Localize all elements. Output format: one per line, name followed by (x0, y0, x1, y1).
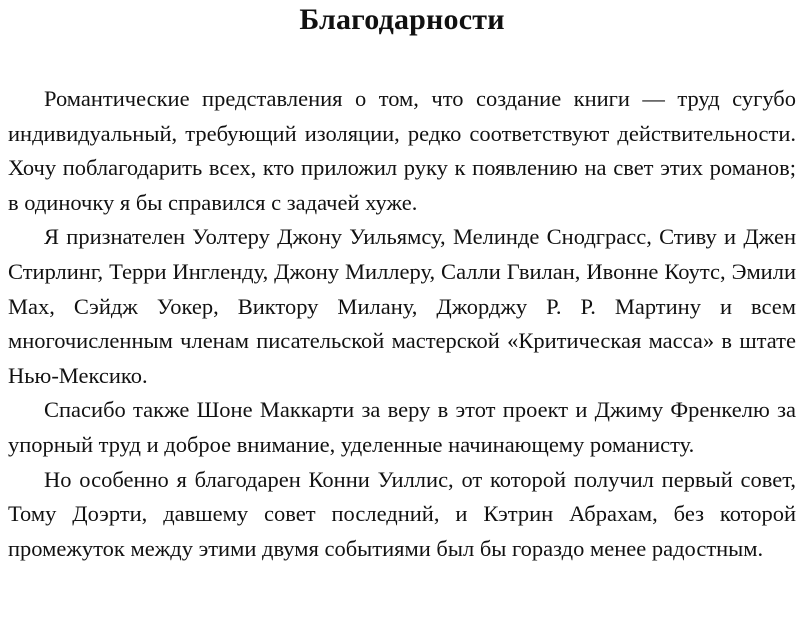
paragraph-4: Но особенно я благодарен Конни Уиллис, от которой получил первый совет, Тому Доэрти, давшему совет последний, и Кэтрин Абрахам, без которой промежуток между этими двумя событиями был бы гораздо менее радостным. (8, 466, 796, 561)
paragraph-2: Я признателен Уолтеру Джону Уильямсу, Мелинде Снодграсс, Стиву и Джен Стирлинг, Терри Ингленду, Джону Миллеру, Салли Гвилан, Ивонне Коутс, Эмили Мах, Сэйдж Уокер, Виктору Милану, Джорджу Р. Р. Мартину и всем многочисленным членам писательской мастерской «Критическая масса» в штате Нью-Мексико. (8, 224, 796, 388)
acknowledgements-text (8, 82, 796, 566)
page-title: Благодарности (299, 3, 505, 36)
paragraph-1: Романтические представления о том, что создание книги — труд сугубо индивидуальный, требующий изоляции, редко соответствуют действительности. Хочу поблагодарить всех, кто приложил руку к появлению на свет этих романов; в одиночку я бы справился с задачей хуже. (8, 86, 796, 215)
paragraph-3: Спасибо также Шоне Маккарти за веру в этот проект и Джиму Френкелю за упорный труд и доброе внимание, уделенные начинающему романисту. (8, 397, 796, 457)
